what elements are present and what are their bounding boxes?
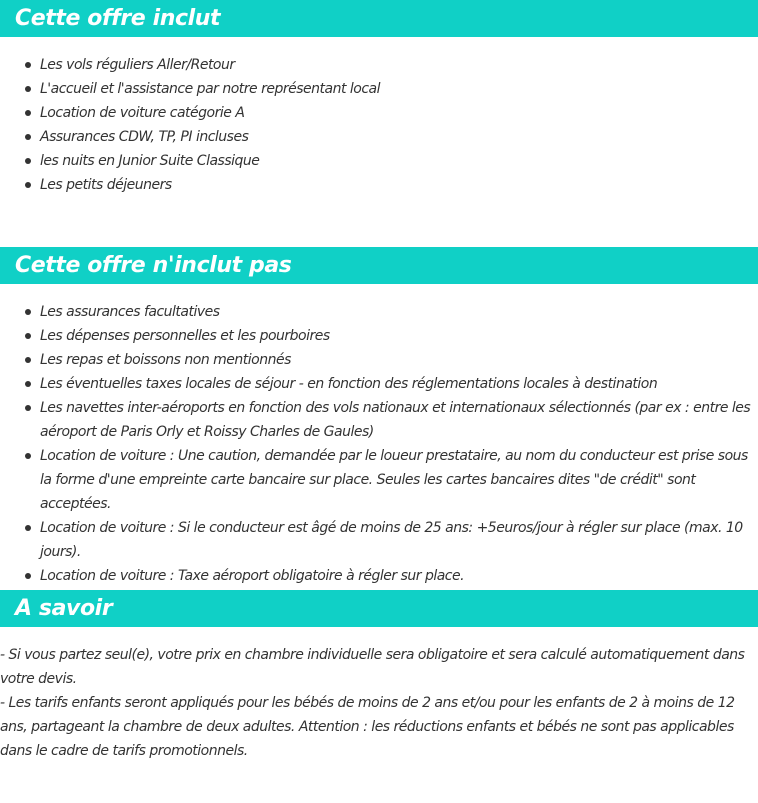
savoir-paragraph: - Si vous partez seul(e), votre prix en chambre individuelle sera obligatoire et sera calculé automatiquement dans votre devis. (0, 647, 745, 687)
includes-title: Cette offre inclut (15, 6, 221, 31)
excludes-title: Cette offre n'inclut pas (15, 253, 292, 278)
list-item: Les navettes inter-aéroports en fonction des vols nationaux et internationaux sélectionnés (par ex : entre les aéroport de Paris Orly et Roissy Charles de Gaules) (0, 396, 758, 444)
list-item: Location de voiture : Si le conducteur est âgé de moins de 25 ans: +5euros/jour à régler sur place (max. 10 jours). (0, 516, 758, 564)
list-item: Les dépenses personnelles et les pourboires (0, 324, 758, 348)
list-item: Location de voiture : Une caution, demandée par le loueur prestataire, au nom du conducteur est prise sous la forme d'une empreinte carte bancaire sur place. Seules les cartes bancaires dites "de crédit" sont acceptées. (0, 444, 758, 516)
list-item: Location de voiture : Taxe aéroport obligatoire à régler sur place. (0, 564, 758, 588)
excludes-list (0, 300, 758, 588)
list-item: Les assurances facultatives (0, 300, 758, 324)
list-item: Location de voiture catégorie A (0, 101, 758, 125)
list-item: L'accueil et l'assistance par notre représentant local (0, 77, 758, 101)
savoir-text (0, 643, 758, 763)
list-item: Assurances CDW, TP, PI incluses (0, 125, 758, 149)
savoir-header (0, 590, 758, 627)
excludes-header (0, 247, 758, 284)
list-item: les nuits en Junior Suite Classique (0, 149, 758, 173)
savoir-paragraph: - Les tarifs enfants seront appliqués pour les bébés de moins de 2 ans et/ou pour les enfants de 2 à moins de 12 ans, partageant la chambre de deux adultes. Attention : les réductions enfants et bébés ne sont pas applicables dans le cadre de tarifs promotionnels. (0, 695, 735, 759)
list-item: Les vols réguliers Aller/Retour (0, 53, 758, 77)
list-item: Les repas et boissons non mentionnés (0, 348, 758, 372)
includes-list (0, 53, 758, 197)
list-item: Les petits déjeuners (0, 173, 758, 197)
includes-header (0, 0, 758, 37)
savoir-title: A savoir (15, 596, 113, 621)
list-item: Les éventuelles taxes locales de séjour - en fonction des réglementations locales à destination (0, 372, 758, 396)
